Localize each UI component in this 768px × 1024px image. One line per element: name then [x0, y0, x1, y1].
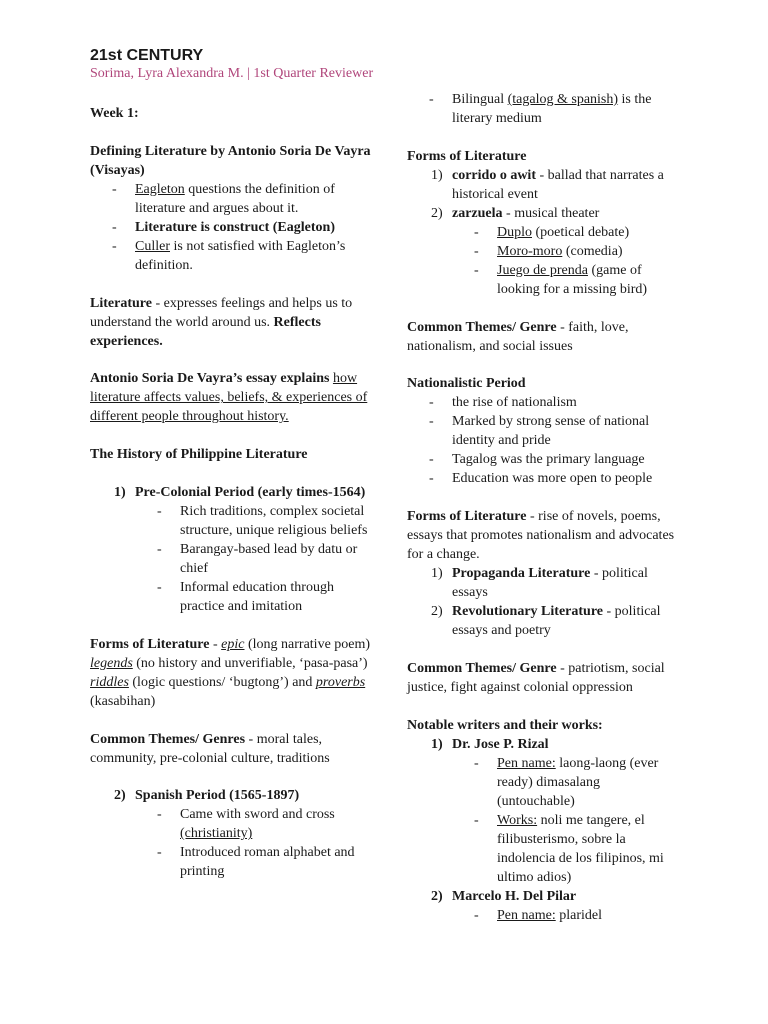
spanish-period: 2) Spanish Period (1565-1897): [114, 788, 300, 804]
list-item: - Tagalog was the primary language: [407, 450, 677, 469]
writer-rizal: 1) Dr. Jose P. Rizal: [431, 736, 549, 752]
right-column: [407, 90, 677, 925]
list-item: - Introduced roman alphabet and printing: [90, 843, 372, 881]
list-item: 2) zarzuela - musical theater: [431, 205, 600, 221]
list-item: - Duplo (poetical debate): [407, 223, 677, 242]
literature-definition: Literature - expresses feelings and helps us to understand the world around us. Reflects experiences.: [90, 295, 353, 349]
list-item: - Came with sword and cross (christianity): [90, 805, 372, 843]
history-heading: The History of Philippine Literature: [90, 447, 308, 463]
left-column: [90, 90, 372, 881]
themes-nationalistic: Common Themes/ Genre - patriotism, social justice, fight against colonial oppression: [407, 660, 665, 695]
list-item: - Marked by strong sense of national identity and pride: [407, 412, 677, 450]
list-item: - Pen name: plaridel: [407, 906, 677, 925]
precolonial-period: 1) Pre-Colonial Period (early times-1564): [114, 484, 366, 500]
week-heading: Week 1:: [90, 106, 139, 121]
list-item: - Bilingual (tagalog & spanish) is the literary medium: [407, 90, 677, 128]
list-item: 1) Propaganda Literature - political essays: [431, 566, 648, 601]
themes-precolonial: Common Themes/ Genres - moral tales, community, pre-colonial culture, traditions: [90, 731, 330, 766]
themes-spanish: Common Themes/ Genre - faith, love, nationalism, and social issues: [407, 319, 629, 354]
list-item: - Eagleton questions the definition of literature and argues about it.: [90, 180, 372, 218]
nationalistic-period-heading: Nationalistic Period: [407, 376, 526, 392]
notable-writers-heading: Notable writers and their works:: [407, 717, 603, 733]
list-item: - Juego de prenda (game of looking for a missing bird): [407, 261, 677, 299]
forms-of-literature-precolonial: Forms of Literature - epic (long narrative poem) legends (no history and unverifiable, ‘pasa-pasa’) riddles (logic questions/ ‘bugtong’) and proverbs (kasabihan): [90, 636, 371, 709]
list-item: - Works: noli me tangere, el filibusterismo, sobre la indolencia de los filipinos, mi ultimo adios): [407, 811, 677, 887]
list-item: - Barangay-based lead by datu or chief: [90, 540, 372, 578]
defining-literature-heading: Defining Literature by Antonio Soria De Vayra (Visayas): [90, 143, 371, 178]
list-item: - Education was more open to people: [407, 469, 677, 488]
list-item: - Literature is construct (Eagleton): [90, 218, 372, 237]
list-item: - Informal education through practice and imitation: [90, 578, 372, 616]
list-item: - Moro-moro (comedia): [407, 242, 677, 261]
list-item: - Rich traditions, complex societal structure, unique religious beliefs: [90, 502, 372, 540]
list-item: - Culler is not satisfied with Eagleton’s definition.: [90, 237, 372, 275]
list-item: 2) Revolutionary Literature - political essays and poetry: [431, 604, 661, 639]
document-title: 21st CENTURY: [90, 47, 204, 64]
forms-of-literature-spanish-heading: Forms of Literature: [407, 148, 527, 164]
writer-del-pilar: 2) Marcelo H. Del Pilar: [431, 888, 577, 904]
list-item: - Pen name: laong-laong (ever ready) dimasalang (untouchable): [407, 754, 677, 811]
list-item: 1) corrido o awit - ballad that narrates a historical event: [431, 167, 664, 202]
forms-of-literature-nationalistic: Forms of Literature - rise of novels, poems, essays that promotes nationalism and advocates for a change.: [407, 509, 675, 563]
list-item: - the rise of nationalism: [407, 393, 677, 412]
document-subtitle: Sorima, Lyra Alexandra M. | 1st Quarter Reviewer: [90, 66, 374, 81]
essay-paragraph: Antonio Soria De Vayra’s essay explains how literature affects values, beliefs, & experiences of different people throughout history.: [90, 371, 368, 425]
